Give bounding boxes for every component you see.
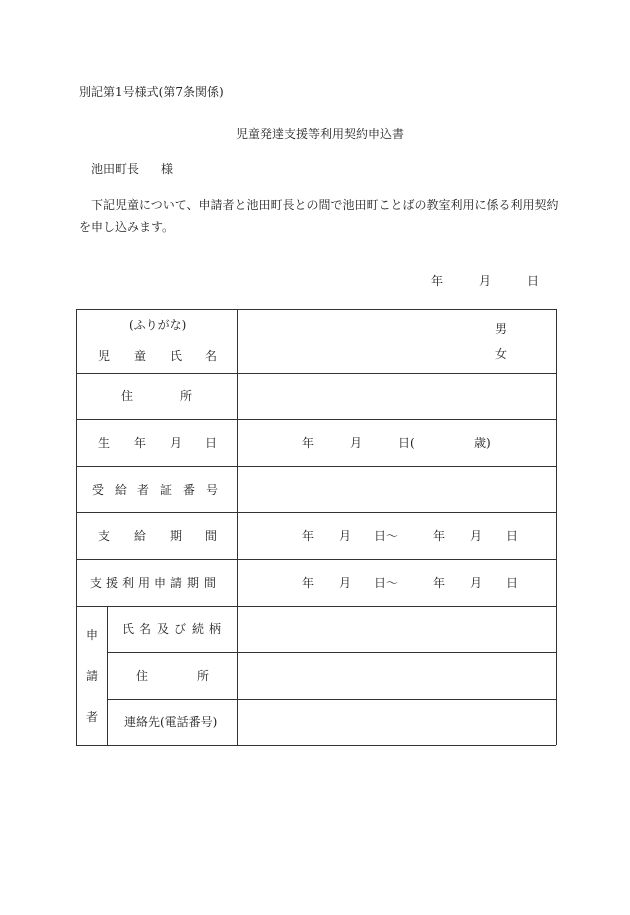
- addressee-name: 池田町長: [91, 162, 140, 176]
- supply-period-y1: 年: [302, 529, 315, 543]
- supply-period-m1: 月: [339, 529, 352, 543]
- support-period-char-8: 間: [204, 576, 217, 590]
- furigana-label: (ふりがな): [129, 318, 187, 332]
- support-period-m2: 月: [470, 576, 483, 590]
- gender-male: 男: [495, 322, 508, 336]
- gender-female: 女: [495, 347, 508, 361]
- support-period-char-4: 用: [138, 576, 151, 590]
- applicant-name-char-3: 及: [157, 622, 170, 636]
- support-period-char-2: 援: [106, 576, 119, 590]
- applicant-name-char-2: 名: [139, 622, 152, 636]
- birthdate-month: 月: [350, 436, 363, 450]
- supply-period-d1: 日～: [374, 529, 399, 543]
- address-char-1: 住: [121, 389, 134, 403]
- support-period-char-6: 請: [170, 576, 183, 590]
- birthdate-char-1: 生: [98, 436, 111, 450]
- support-period-d1: 日～: [374, 576, 399, 590]
- recipient-cert-char-5: 番: [183, 483, 196, 497]
- support-period-y2: 年: [433, 576, 446, 590]
- date-day-label: 日: [527, 274, 540, 288]
- applicant-name-char-6: 柄: [209, 622, 222, 636]
- supply-period-char-1: 支: [98, 529, 111, 543]
- child-name-char-2: 童: [134, 349, 147, 363]
- address-char-2: 所: [180, 389, 193, 403]
- child-name-char-4: 名: [205, 349, 218, 363]
- recipient-cert-char-6: 号: [206, 483, 219, 497]
- addressee-suffix: 様: [161, 162, 174, 176]
- applicant-address-char-1: 住: [136, 669, 149, 683]
- recipient-cert-char-2: 給: [115, 483, 128, 497]
- supply-period-char-2: 給: [134, 529, 147, 543]
- support-period-char-7: 期: [187, 576, 200, 590]
- applicant-char-1: 申: [86, 628, 99, 642]
- support-period-char-3: 利: [122, 576, 135, 590]
- form-number: 別記第1号様式(第7条関係): [79, 85, 224, 99]
- support-period-y1: 年: [302, 576, 315, 590]
- recipient-cert-char-4: 証: [160, 483, 173, 497]
- recipient-cert-char-1: 受: [92, 483, 105, 497]
- recipient-cert-char-3: 者: [137, 483, 150, 497]
- applicant-address-char-2: 所: [197, 669, 210, 683]
- applicant-name-char-4: び: [174, 622, 187, 636]
- applicant-char-3: 者: [86, 710, 99, 724]
- applicant-char-2: 請: [86, 669, 99, 683]
- birthdate-year: 年: [302, 436, 315, 450]
- child-name-char-3: 氏: [170, 349, 183, 363]
- supply-period-y2: 年: [433, 529, 446, 543]
- applicant-contact-label: 連絡先(電話番号): [124, 715, 218, 729]
- body-line-1: 下記児童について、申請者と池田町長との間で池田町ことばの教室利用に係る利用契約: [91, 198, 559, 212]
- support-period-char-5: 申: [154, 576, 167, 590]
- document-title: 児童発達支援等利用契約申込書: [236, 127, 405, 141]
- supply-period-m2: 月: [470, 529, 483, 543]
- applicant-name-char-1: 氏: [122, 622, 135, 636]
- birthdate-day: 日(: [398, 436, 415, 450]
- child-name-char-1: 児: [98, 349, 111, 363]
- support-period-char-1: 支: [90, 576, 103, 590]
- supply-period-d2: 日: [506, 529, 519, 543]
- support-period-d2: 日: [506, 576, 519, 590]
- date-year-label: 年: [431, 274, 444, 288]
- birthdate-age: 歳): [474, 436, 491, 450]
- date-month-label: 月: [479, 274, 492, 288]
- birthdate-char-3: 月: [170, 436, 183, 450]
- body-line-2: を申し込みます。: [79, 220, 175, 234]
- supply-period-char-3: 期: [170, 529, 183, 543]
- birthdate-char-2: 年: [134, 436, 147, 450]
- birthdate-char-4: 日: [205, 436, 218, 450]
- supply-period-char-4: 間: [205, 529, 218, 543]
- support-period-m1: 月: [339, 576, 352, 590]
- applicant-name-char-5: 続: [192, 622, 205, 636]
